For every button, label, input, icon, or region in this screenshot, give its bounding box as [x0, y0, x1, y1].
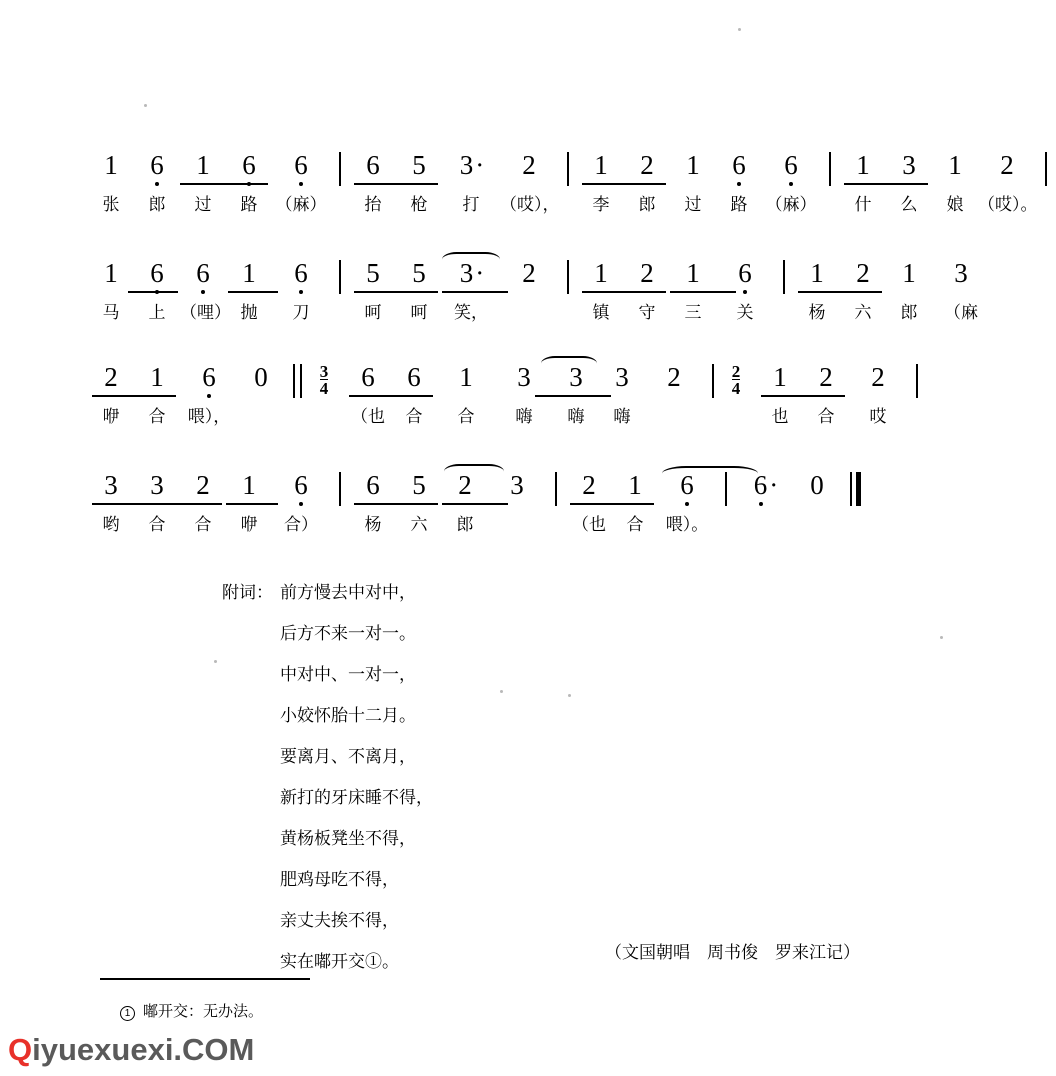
- beam: [354, 503, 438, 505]
- note-number: 1: [686, 258, 700, 288]
- scan-speck: [214, 660, 217, 663]
- time-signature: [311, 364, 337, 396]
- note-number: 6: [680, 470, 694, 500]
- lyric: 路: [730, 195, 748, 214]
- scan-speck: [940, 636, 943, 639]
- note-number: 1: [594, 258, 608, 288]
- note-number: 2: [458, 470, 472, 500]
- watermark-rest: iyuexuexi.COM: [32, 1032, 255, 1067]
- augmentation-dot: ·: [769, 470, 779, 500]
- beam: [354, 291, 438, 293]
- note-cell: [272, 470, 330, 536]
- note-number: 6: [407, 362, 421, 392]
- barline-thin: [850, 472, 852, 506]
- lyric: 杨: [364, 515, 382, 534]
- lyric: 关: [736, 303, 754, 322]
- note-number: 1: [242, 470, 256, 500]
- measure-1-1: [88, 150, 330, 216]
- note-number: 1: [150, 362, 164, 392]
- lyric: 守: [638, 303, 656, 322]
- beam: [349, 395, 433, 397]
- list-item: 中对中、一对一，: [280, 665, 416, 684]
- note-cell: [978, 150, 1036, 216]
- note-number: 1: [104, 258, 118, 288]
- note-number: 2: [667, 362, 681, 392]
- appendix-lyrics: [222, 572, 433, 982]
- note-number: 2: [819, 362, 833, 392]
- lyric: 嗨: [613, 407, 631, 426]
- lyric: 合: [148, 407, 166, 426]
- lyric: （麻）: [765, 195, 817, 214]
- lyric: 笑，: [454, 303, 488, 322]
- list-item: 前方慢去中对中，: [280, 583, 416, 602]
- note-number: 6: [753, 470, 768, 500]
- note-number: 6: [196, 258, 210, 288]
- lyric: 刀: [292, 303, 310, 322]
- note-number: 1: [856, 150, 870, 180]
- beam: [761, 395, 845, 397]
- list-item: 后方不来一对一。: [280, 624, 416, 643]
- barline: [339, 152, 341, 186]
- lyric: 合）: [284, 515, 318, 534]
- lyric: （麻: [944, 303, 978, 322]
- measure-4-4: [736, 470, 840, 514]
- appendix-label: 附词：: [222, 583, 273, 602]
- measure-1-3: [578, 150, 820, 216]
- note-number: 2: [640, 258, 654, 288]
- barline: [567, 260, 569, 294]
- lyric: 咿: [102, 407, 120, 426]
- note-cell: [272, 258, 330, 324]
- measure-1-4: [840, 150, 1036, 216]
- barline: [555, 472, 557, 506]
- beam: [354, 183, 438, 185]
- note-number: 3: [569, 362, 583, 392]
- note-cell: [886, 258, 932, 324]
- beam: [844, 183, 928, 185]
- note-cell: [645, 362, 703, 406]
- note-cell: [272, 150, 330, 216]
- note-number: 2: [871, 362, 885, 392]
- lyric: 上: [148, 303, 166, 322]
- beam: [570, 503, 654, 505]
- note-number: 5: [366, 258, 380, 288]
- measure-3-2: [345, 362, 703, 428]
- note-number: 0: [254, 362, 268, 392]
- measure-1-2: [350, 150, 558, 216]
- note-number: 2: [196, 470, 210, 500]
- lyric: 郎: [900, 303, 918, 322]
- note-number: 6: [150, 150, 164, 180]
- note-cell: [437, 362, 495, 428]
- footnote-text: 嘟开交：无办法。: [143, 1003, 264, 1020]
- lyric: （也: [351, 407, 385, 426]
- lyric: 喂）。: [665, 515, 709, 534]
- note-number: 3: [954, 258, 968, 288]
- measure-3-3: [757, 362, 907, 428]
- footnote-divider: [100, 978, 310, 980]
- lyric: 马: [102, 303, 120, 322]
- lyric: 枪: [410, 195, 428, 214]
- lyric: 三: [684, 303, 702, 322]
- note-number: 3: [104, 470, 118, 500]
- note-cell: [932, 150, 978, 216]
- note-cell: [500, 150, 558, 216]
- measure-2-3: [578, 258, 774, 324]
- lyric: （麻）: [275, 195, 327, 214]
- list-item: 实在嘟开交①。: [280, 952, 399, 971]
- beam: [128, 291, 178, 293]
- lyric: （也: [572, 515, 606, 534]
- lyric: （哎），: [500, 195, 560, 214]
- beam: [582, 183, 666, 185]
- augmentation-dot: ·: [475, 150, 485, 180]
- lyric: 合: [817, 407, 835, 426]
- lyric: 抛: [240, 303, 258, 322]
- note-number: 6: [294, 258, 308, 288]
- time-signature-denominator: 4: [319, 379, 329, 398]
- measure-4-3: [566, 470, 716, 536]
- beam: [535, 395, 611, 397]
- note-cell: [238, 362, 284, 406]
- note-number: 6: [202, 362, 216, 392]
- slur: [442, 252, 500, 267]
- lyric: 过: [194, 195, 212, 214]
- time-signature: [723, 364, 749, 396]
- lyric: 郎: [638, 195, 656, 214]
- lyric: 呵: [410, 303, 428, 322]
- barline: [1045, 152, 1047, 186]
- note-cell: [500, 258, 558, 302]
- note-number: 2: [856, 258, 870, 288]
- lyric: （哩）: [180, 303, 231, 322]
- lyric: 咿: [240, 515, 258, 534]
- note-number: 5: [412, 150, 426, 180]
- barline: [293, 364, 295, 398]
- note-number: 2: [1000, 150, 1014, 180]
- note-number: 6: [294, 470, 308, 500]
- note-number: 3: [459, 258, 474, 288]
- note-number: 6: [784, 150, 798, 180]
- augmentation-dot: ·: [475, 258, 485, 288]
- footnote: [120, 1000, 263, 1021]
- barline: [829, 152, 831, 186]
- measure-4-1: [88, 470, 330, 536]
- scan-speck: [500, 690, 503, 693]
- beam: [92, 503, 222, 505]
- note-cell: [849, 362, 907, 428]
- beam: [92, 395, 176, 397]
- scan-speck: [738, 28, 741, 31]
- note-number: 1: [628, 470, 642, 500]
- lyric: 娘: [946, 195, 964, 214]
- barline: [783, 260, 785, 294]
- note-number: 5: [412, 470, 426, 500]
- note-number: 1: [594, 150, 608, 180]
- note-cell: [442, 150, 500, 216]
- measure-4-2: [350, 470, 546, 536]
- measure-3-1: [88, 362, 284, 428]
- lyric: 嗨: [567, 407, 585, 426]
- time-signature-numerator: 2: [731, 362, 741, 381]
- beam: [798, 291, 882, 293]
- list-item: 肥鸡母吃不得，: [280, 870, 399, 889]
- barline: [339, 472, 341, 506]
- lyric: 路: [240, 195, 258, 214]
- note-cell: [762, 150, 820, 216]
- lyric: 杨: [808, 303, 826, 322]
- beam: [180, 183, 268, 185]
- lyric: 哟: [102, 515, 120, 534]
- note-number: 3: [510, 470, 524, 500]
- lyric: 也: [771, 407, 789, 426]
- lyric: 哎: [869, 407, 887, 426]
- note-number: 6: [242, 150, 256, 180]
- lyric: 呵: [364, 303, 382, 322]
- note-cell: [670, 150, 716, 216]
- note-number: 6: [294, 150, 308, 180]
- note-number: 6: [732, 150, 746, 180]
- lyric: 什: [854, 195, 872, 214]
- note-cell: [180, 362, 238, 428]
- note-number: 6: [150, 258, 164, 288]
- measure-2-4: [794, 258, 990, 324]
- credits: （文国朝唱 周书俊 罗来江记）: [605, 943, 860, 962]
- lyric: 合: [457, 407, 475, 426]
- watermark-first-letter: Q: [8, 1032, 33, 1067]
- note-number: 1: [686, 150, 700, 180]
- lyric: 镇: [592, 303, 610, 322]
- lyric: 李: [592, 195, 610, 214]
- beam: [442, 503, 508, 505]
- lyric: 张: [102, 195, 120, 214]
- list-item: 黄杨板凳坐不得，: [280, 829, 416, 848]
- note-number: 1: [104, 150, 118, 180]
- note-cell: [716, 150, 762, 216]
- lyric: 么: [900, 195, 918, 214]
- scan-speck: [144, 104, 147, 107]
- note-number: 3: [459, 150, 474, 180]
- note-number: 2: [582, 470, 596, 500]
- slur: [444, 464, 504, 479]
- note-number: 3: [517, 362, 531, 392]
- note-number: 0: [810, 470, 824, 500]
- note-number: 1: [242, 258, 256, 288]
- lyric: 过: [684, 195, 702, 214]
- note-number: 2: [522, 150, 536, 180]
- lyric: 郎: [148, 195, 166, 214]
- lyric: 合: [405, 407, 423, 426]
- barline: [339, 260, 341, 294]
- time-signature-denominator: 4: [731, 379, 741, 398]
- site-watermark: [8, 1032, 254, 1068]
- footnote-marker: 1: [120, 1006, 135, 1021]
- note-number: 3: [615, 362, 629, 392]
- note-number: 6: [366, 150, 380, 180]
- note-number: 3: [150, 470, 164, 500]
- measure-2-1: [88, 258, 330, 324]
- beam: [442, 291, 508, 293]
- note-cell: [88, 150, 134, 216]
- measure-2-2: [350, 258, 558, 324]
- lyric: 抬: [364, 195, 382, 214]
- lyric: 六: [410, 515, 428, 534]
- lyric: 合: [148, 515, 166, 534]
- appendix-line-list: [222, 572, 433, 982]
- lyric: （哎）。: [978, 195, 1038, 214]
- note-cell: [134, 150, 180, 216]
- note-cell: [180, 258, 231, 324]
- note-number: 1: [773, 362, 787, 392]
- note-number: 6: [366, 470, 380, 500]
- final-barline: [850, 472, 861, 506]
- lyric: 嗨: [515, 407, 533, 426]
- barline: [567, 152, 569, 186]
- barline-thick: [856, 472, 861, 506]
- note-number: 1: [459, 362, 473, 392]
- note-number: 6: [361, 362, 375, 392]
- note-number: 2: [104, 362, 118, 392]
- lyric: 合: [626, 515, 644, 534]
- note-number: 1: [902, 258, 916, 288]
- barline: [725, 472, 727, 506]
- note-cell: [932, 258, 990, 324]
- barline: [712, 364, 714, 398]
- note-number: 1: [196, 150, 210, 180]
- list-item: 小姣怀胎十二月。: [280, 706, 416, 725]
- lyric: 郎: [456, 515, 474, 534]
- list-item: 要离月、不离月，: [280, 747, 416, 766]
- note-number: 2: [640, 150, 654, 180]
- lyric: 喂），: [187, 407, 231, 426]
- slur: [541, 356, 597, 371]
- lyric: 打: [462, 195, 480, 214]
- note-number: 5: [412, 258, 426, 288]
- beam: [582, 291, 666, 293]
- note-number: 1: [810, 258, 824, 288]
- note-number: 1: [948, 150, 962, 180]
- note-number: 3: [902, 150, 916, 180]
- time-signature-numerator: 3: [319, 362, 329, 381]
- note-number: 6: [738, 258, 752, 288]
- beam: [226, 503, 278, 505]
- lyric: 合: [194, 515, 212, 534]
- note-number: 2: [522, 258, 536, 288]
- barline: [300, 364, 302, 398]
- list-item: 亲丈夫挨不得，: [280, 911, 399, 930]
- barline: [916, 364, 918, 398]
- list-item: 新打的牙床睡不得，: [280, 788, 433, 807]
- note-cell: [794, 470, 840, 514]
- lyric: 六: [854, 303, 872, 322]
- scan-speck: [568, 694, 571, 697]
- note-cell: [736, 470, 794, 514]
- beam: [670, 291, 736, 293]
- beam: [228, 291, 278, 293]
